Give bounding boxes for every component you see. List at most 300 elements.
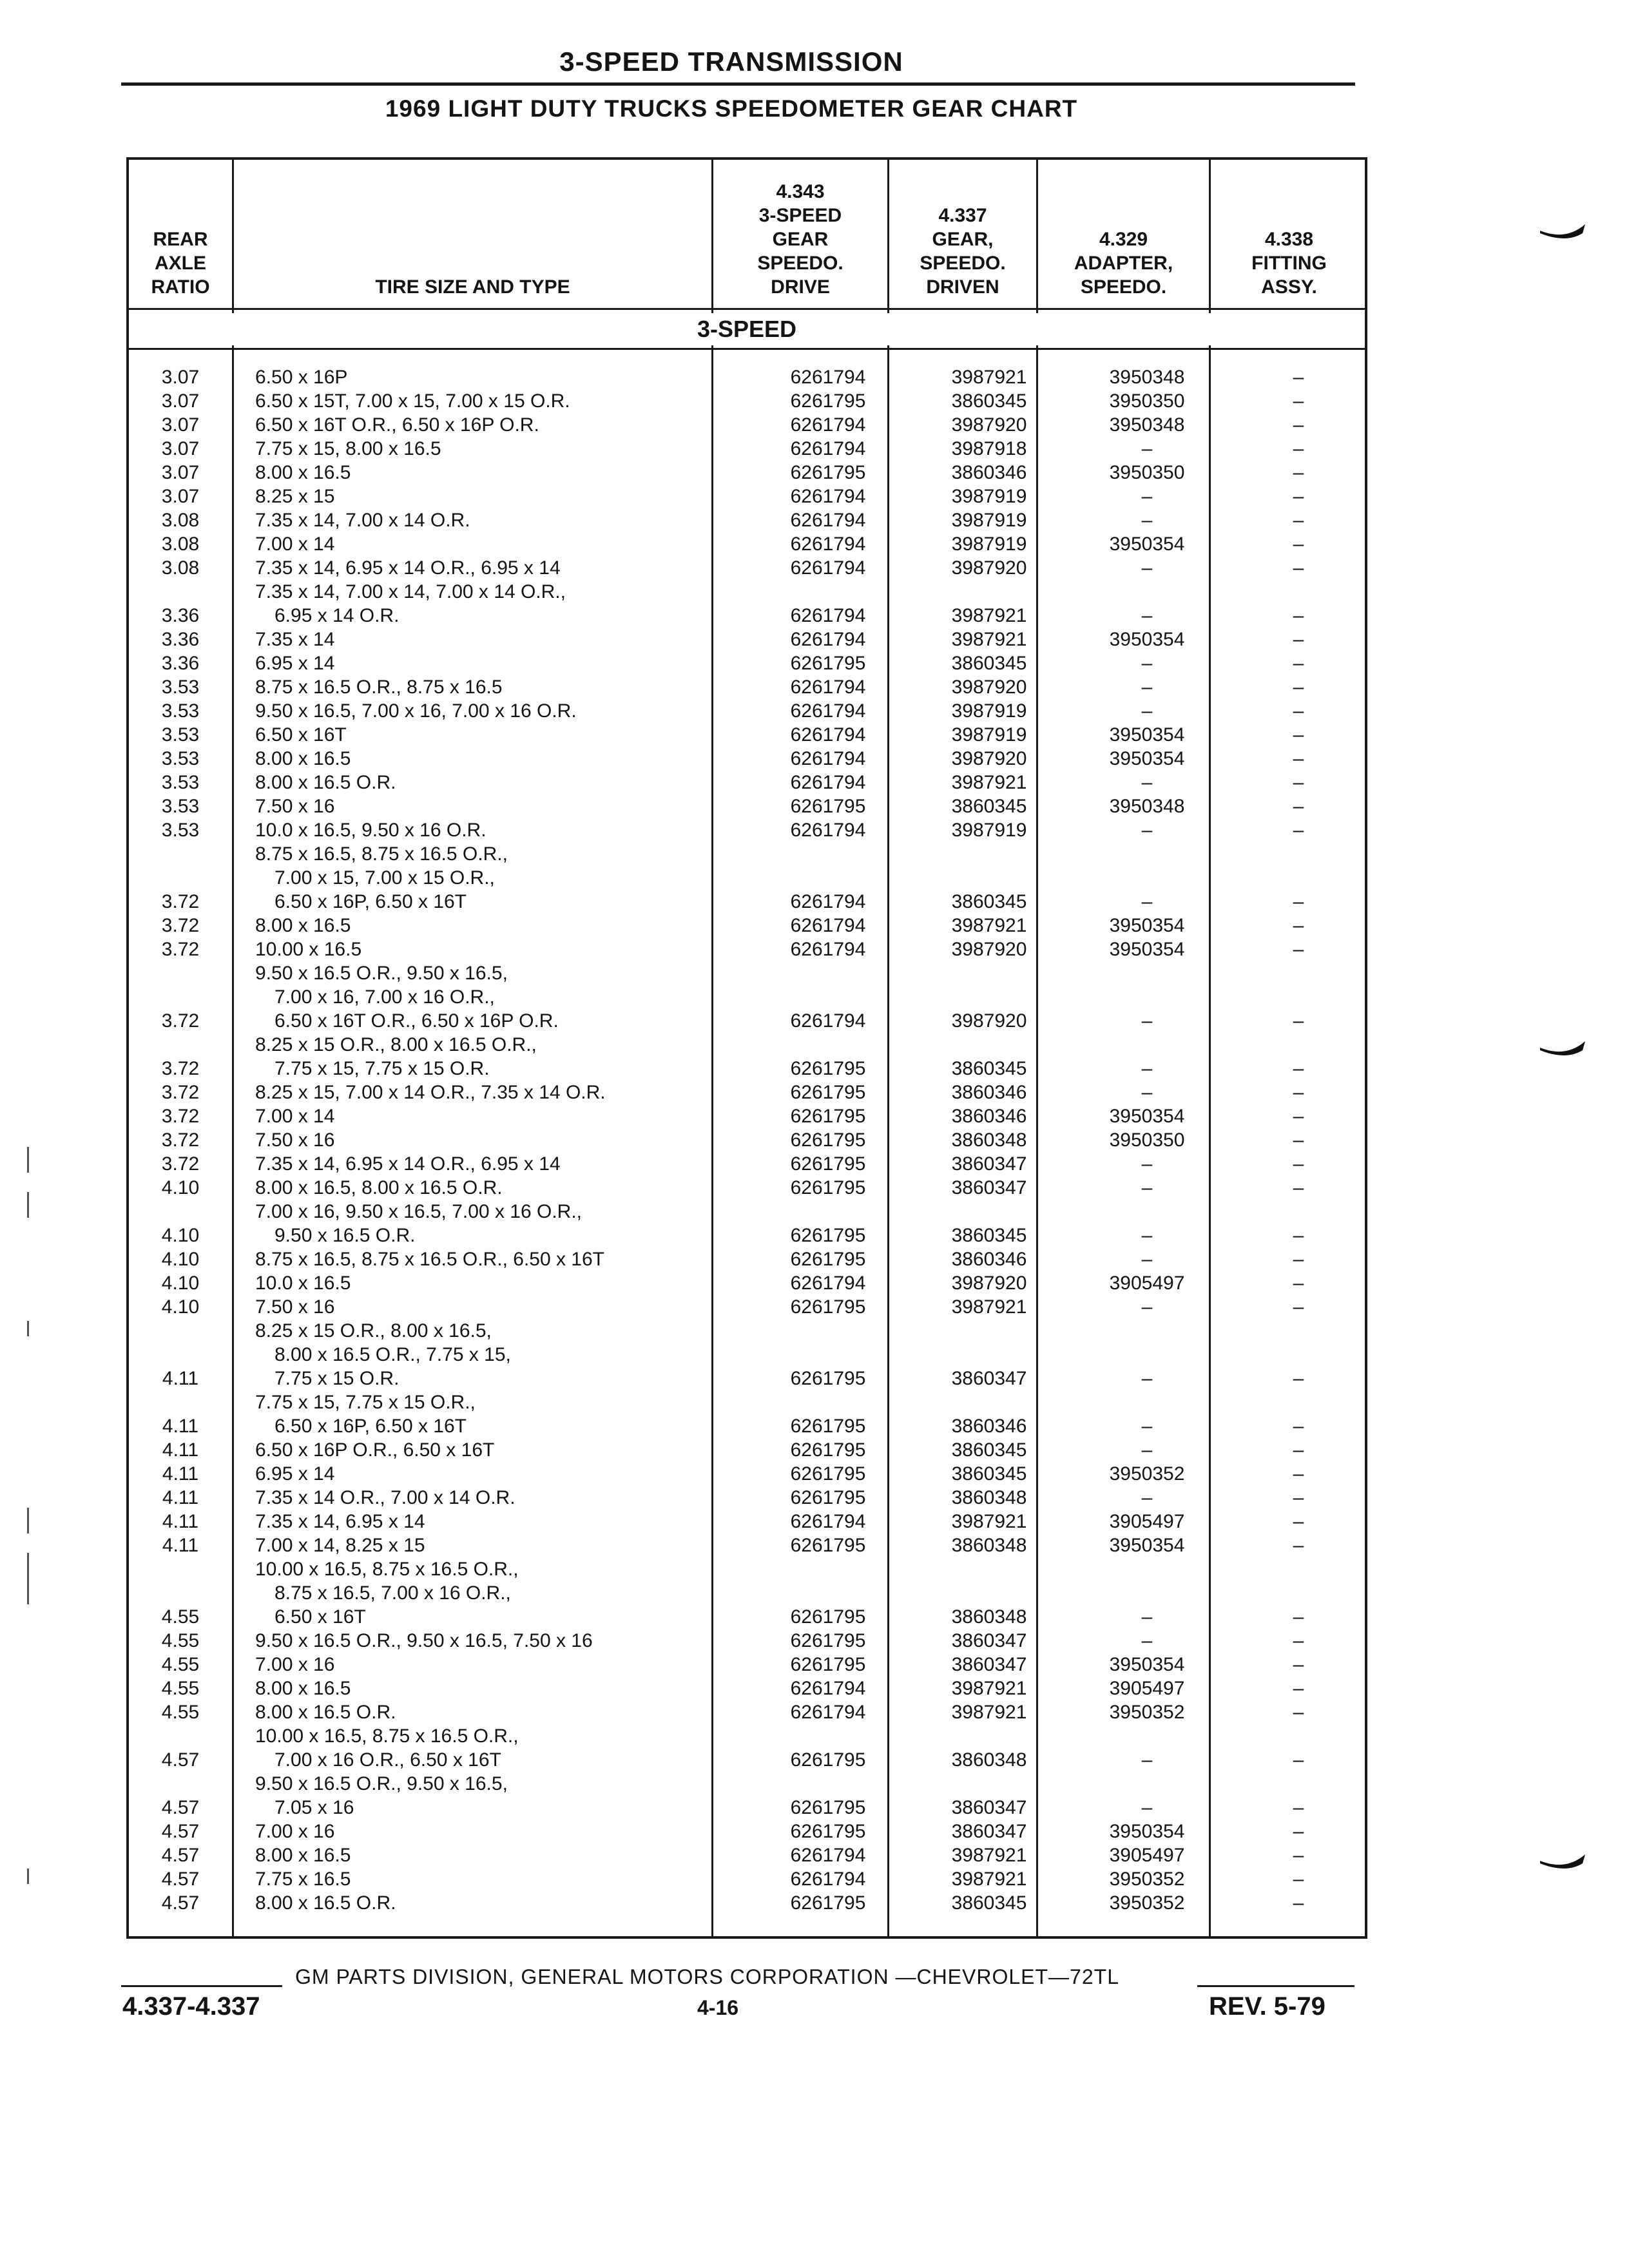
table-row	[129, 413, 1365, 437]
drive-gear-cell: 6261794	[790, 629, 866, 650]
driven-gear-cell: 3987921	[951, 605, 1027, 626]
adapter-cell: –	[1141, 510, 1153, 531]
adapter-cell: –	[1141, 1416, 1153, 1437]
drive-gear-cell: 6261794	[790, 533, 866, 555]
drive-gear-cell: 6261795	[790, 1892, 866, 1914]
tire-size-line: 6.95 x 14 O.R.	[275, 605, 400, 626]
tire-size-line: 9.50 x 16.5, 7.00 x 16, 7.00 x 16 O.R.	[255, 700, 577, 722]
axle-ratio-cell: 3.53	[161, 724, 200, 745]
axle-ratio-cell: 4.57	[161, 1749, 200, 1771]
footer-section-code: 4.337-4.337	[122, 1992, 260, 2021]
fitting-cell: –	[1293, 915, 1304, 936]
table-row	[129, 365, 1365, 389]
axle-ratio-cell: 4.10	[161, 1273, 200, 1294]
drive-gear-cell: 6261794	[790, 1678, 866, 1699]
adapter-cell: –	[1141, 820, 1153, 841]
driven-gear-cell: 3860346	[951, 1106, 1027, 1127]
table-row	[129, 1462, 1365, 1486]
drive-gear-cell: 6261795	[790, 1463, 866, 1485]
table-row	[129, 1247, 1365, 1271]
tire-size-line: 8.25 x 15 O.R., 8.00 x 16.5,	[255, 1320, 492, 1341]
table-row	[129, 1629, 1365, 1653]
tire-size-line: 8.75 x 16.5, 8.75 x 16.5 O.R.,	[255, 843, 508, 865]
table-row	[129, 1176, 1365, 1200]
tire-size-line: 10.0 x 16.5	[255, 1273, 351, 1294]
tire-size-line: 7.35 x 14	[255, 629, 335, 650]
table-row	[129, 1843, 1365, 1867]
tire-size-line: 8.00 x 16.5	[255, 1678, 351, 1699]
tire-size-line: 8.75 x 16.5, 8.75 x 16.5 O.R., 6.50 x 16T	[255, 1249, 604, 1270]
axle-ratio-cell: 4.11	[162, 1463, 199, 1485]
tire-size-line: 7.00 x 16	[255, 1821, 335, 1842]
fitting-cell: –	[1293, 1678, 1304, 1699]
adapter-cell: –	[1141, 1749, 1153, 1771]
fitting-cell: –	[1293, 533, 1304, 555]
fitting-cell: –	[1293, 1845, 1304, 1866]
drive-gear-cell: 6261794	[790, 748, 866, 769]
drive-gear-cell: 6261795	[790, 1416, 866, 1437]
drive-gear-cell: 6261794	[790, 486, 866, 507]
fitting-cell: –	[1293, 939, 1304, 960]
drive-gear-cell: 6261795	[790, 1535, 866, 1556]
fitting-cell: –	[1293, 1892, 1304, 1914]
fitting-cell: –	[1293, 390, 1304, 412]
adapter-cell: 3950354	[1109, 533, 1185, 555]
driven-gear-cell: 3987920	[951, 677, 1027, 698]
tire-size-line: 7.35 x 14, 7.00 x 14 O.R.	[255, 510, 470, 531]
tire-size-line: 6.50 x 16P	[255, 367, 348, 388]
driven-gear-cell: 3987921	[951, 1678, 1027, 1699]
table-row	[129, 580, 1365, 628]
table-row	[129, 1390, 1365, 1438]
tire-size-line: 8.75 x 16.5 O.R., 8.75 x 16.5	[255, 677, 503, 698]
adapter-cell: 3950354	[1109, 1654, 1185, 1675]
adapter-cell: –	[1141, 891, 1153, 912]
axle-ratio-cell: 4.55	[161, 1678, 200, 1699]
table-row	[129, 651, 1365, 675]
drive-gear-cell: 6261795	[790, 462, 866, 483]
driven-gear-cell: 3987921	[951, 1702, 1027, 1723]
table-row	[129, 937, 1365, 961]
adapter-cell: 3950348	[1109, 796, 1185, 817]
fitting-cell: –	[1293, 748, 1304, 769]
table-row	[129, 1653, 1365, 1677]
driven-gear-cell: 3860347	[951, 1821, 1027, 1842]
table-row	[129, 914, 1365, 937]
axle-ratio-cell: 3.07	[161, 414, 200, 436]
tire-size-line: 8.25 x 15, 7.00 x 14 O.R., 7.35 x 14 O.R.	[255, 1082, 606, 1103]
axle-ratio-cell: 3.72	[161, 1082, 200, 1103]
fitting-cell: –	[1293, 1129, 1304, 1151]
tire-size-line: 8.00 x 16.5 O.R.	[255, 772, 396, 793]
driven-gear-cell: 3987918	[951, 438, 1027, 459]
fitting-cell: –	[1293, 1177, 1304, 1198]
tire-size-line: 6.50 x 16P, 6.50 x 16T	[275, 1416, 467, 1437]
drive-gear-cell: 6261795	[790, 1606, 866, 1628]
drive-gear-cell: 6261795	[790, 1368, 866, 1389]
tire-size-line: 8.00 x 16.5	[255, 1845, 351, 1866]
tire-size-line: 6.50 x 16T	[275, 1606, 366, 1628]
header-rule	[129, 308, 1365, 310]
table-row	[129, 1867, 1365, 1891]
driven-gear-cell: 3987921	[951, 629, 1027, 650]
table-row	[129, 389, 1365, 413]
drive-gear-cell: 6261794	[790, 367, 866, 388]
axle-ratio-cell: 3.53	[161, 700, 200, 722]
tire-size-line: 7.75 x 15, 7.75 x 15 O.R.	[275, 1058, 490, 1079]
footer-rule	[1197, 1985, 1354, 1987]
adapter-cell: 3905497	[1109, 1273, 1185, 1294]
tire-size-line: 6.50 x 16T	[255, 724, 347, 745]
drive-gear-cell: 6261794	[790, 1273, 866, 1294]
adapter-cell: –	[1141, 557, 1153, 579]
axle-ratio-cell: 3.72	[161, 1129, 200, 1151]
driven-gear-cell: 3860347	[951, 1654, 1027, 1675]
adapter-cell: –	[1141, 1439, 1153, 1461]
table-row	[129, 699, 1365, 723]
scan-mark	[27, 1321, 29, 1336]
tire-size-line: 7.75 x 16.5	[255, 1869, 351, 1890]
axle-ratio-cell: 4.57	[161, 1845, 200, 1866]
tire-size-line: 10.00 x 16.5, 8.75 x 16.5 O.R.,	[255, 1559, 519, 1580]
driven-gear-cell: 3860346	[951, 462, 1027, 483]
tire-size-line: 8.00 x 16.5, 8.00 x 16.5 O.R.	[255, 1177, 503, 1198]
table-row	[129, 1200, 1365, 1247]
tire-size-line: 8.00 x 16.5 O.R., 7.75 x 15,	[275, 1344, 511, 1365]
drive-gear-cell: 6261795	[790, 1439, 866, 1461]
adapter-cell: 3950350	[1109, 390, 1185, 412]
axle-ratio-cell: 4.11	[162, 1511, 199, 1532]
axle-ratio-cell: 3.36	[161, 653, 200, 674]
fitting-cell: –	[1293, 1296, 1304, 1318]
fitting-cell: –	[1293, 1487, 1304, 1508]
table-row	[129, 1104, 1365, 1128]
driven-gear-cell: 3860347	[951, 1177, 1027, 1198]
fitting-cell: –	[1293, 1225, 1304, 1246]
tire-size-line: 9.50 x 16.5 O.R., 9.50 x 16.5,	[255, 963, 508, 984]
drive-gear-cell: 6261795	[790, 1654, 866, 1675]
driven-gear-cell: 3860348	[951, 1487, 1027, 1508]
adapter-cell: –	[1141, 438, 1153, 459]
table-row	[129, 794, 1365, 818]
driven-gear-cell: 3987920	[951, 1010, 1027, 1032]
table-row	[129, 1486, 1365, 1510]
fitting-cell: –	[1293, 653, 1304, 674]
axle-ratio-cell: 3.53	[161, 748, 200, 769]
drive-gear-cell: 6261794	[790, 1511, 866, 1532]
adapter-cell: 3950348	[1109, 367, 1185, 388]
driven-gear-cell: 3987920	[951, 748, 1027, 769]
tire-size-line: 7.75 x 15, 7.75 x 15 O.R.,	[255, 1392, 476, 1413]
driven-gear-cell: 3987921	[951, 367, 1027, 388]
table-body	[129, 365, 1365, 1915]
fitting-cell: –	[1293, 1797, 1304, 1818]
driven-gear-cell: 3860345	[951, 1892, 1027, 1914]
speedometer-gear-chart	[126, 157, 1367, 1939]
table-row	[129, 961, 1365, 1033]
tire-size-line: 9.50 x 16.5 O.R., 9.50 x 16.5, 7.50 x 16	[255, 1630, 593, 1651]
drive-gear-cell: 6261794	[790, 557, 866, 579]
tire-size-line: 7.35 x 14, 6.95 x 14 O.R., 6.95 x 14	[255, 1153, 561, 1175]
drive-gear-cell: 6261795	[790, 1821, 866, 1842]
adapter-cell: –	[1141, 1177, 1153, 1198]
axle-ratio-cell: 3.72	[161, 1106, 200, 1127]
fitting-cell: –	[1293, 629, 1304, 650]
drive-gear-cell: 6261795	[790, 390, 866, 412]
tire-size-line: 6.95 x 14	[255, 653, 335, 674]
driven-gear-cell: 3860345	[951, 390, 1027, 412]
adapter-cell: –	[1141, 1010, 1153, 1032]
tire-size-line: 6.50 x 16P O.R., 6.50 x 16T	[255, 1439, 495, 1461]
axle-ratio-cell: 4.11	[162, 1487, 199, 1508]
table-row	[129, 1891, 1365, 1915]
fitting-cell: –	[1293, 1368, 1304, 1389]
axle-ratio-cell: 3.72	[161, 915, 200, 936]
driven-gear-cell: 3860345	[951, 653, 1027, 674]
axle-ratio-cell: 3.36	[161, 629, 200, 650]
drive-gear-cell: 6261794	[790, 510, 866, 531]
axle-ratio-cell: 3.53	[161, 796, 200, 817]
section-label: 3-SPEED	[129, 313, 1365, 345]
drive-gear-cell: 6261795	[790, 1129, 866, 1151]
table-row	[129, 1295, 1365, 1319]
tire-size-line: 8.00 x 16.5 O.R.	[255, 1892, 396, 1914]
axle-ratio-cell: 3.08	[161, 510, 200, 531]
scan-mark	[27, 1192, 29, 1218]
tire-size-line: 8.00 x 16.5	[255, 462, 351, 483]
axle-ratio-cell: 3.07	[161, 367, 200, 388]
tire-size-line: 8.25 x 15 O.R., 8.00 x 16.5 O.R.,	[255, 1034, 537, 1055]
title-rule	[121, 82, 1355, 86]
adapter-cell: 3950354	[1109, 915, 1185, 936]
tire-size-line: 8.75 x 16.5, 7.00 x 16 O.R.,	[275, 1582, 511, 1604]
table-row	[129, 1128, 1365, 1152]
fitting-cell: –	[1293, 1249, 1304, 1270]
tire-size-line: 8.00 x 16.5	[255, 915, 351, 936]
adapter-cell: 3950354	[1109, 629, 1185, 650]
fitting-cell: –	[1293, 1416, 1304, 1437]
footer-publisher: GM PARTS DIVISION, GENERAL MOTORS CORPORATION —CHEVROLET—72TL	[295, 1965, 1119, 1988]
driven-gear-cell: 3860347	[951, 1153, 1027, 1175]
tire-size-line: 6.50 x 16T O.R., 6.50 x 16P O.R.	[275, 1010, 559, 1032]
fitting-cell: –	[1293, 1869, 1304, 1890]
drive-gear-cell: 6261795	[790, 796, 866, 817]
axle-ratio-cell: 3.72	[161, 1010, 200, 1032]
drive-gear-cell: 6261795	[790, 1749, 866, 1771]
tire-size-line: 7.00 x 14	[255, 533, 335, 555]
axle-ratio-cell: 4.11	[162, 1416, 199, 1437]
axle-ratio-cell: 4.10	[161, 1177, 200, 1198]
drive-gear-cell: 6261795	[790, 1058, 866, 1079]
fitting-cell: –	[1293, 1654, 1304, 1675]
tire-size-line: 7.35 x 14, 6.95 x 14 O.R., 6.95 x 14	[255, 557, 561, 579]
footer-page-number: 4-16	[697, 1996, 739, 2019]
axle-ratio-cell: 4.55	[161, 1702, 200, 1723]
driven-gear-cell: 3860347	[951, 1797, 1027, 1818]
table-row	[129, 747, 1365, 771]
drive-gear-cell: 6261795	[790, 1082, 866, 1103]
axle-ratio-cell: 4.10	[161, 1296, 200, 1318]
drive-gear-cell: 6261795	[790, 1630, 866, 1651]
adapter-cell: –	[1141, 1249, 1153, 1270]
tire-size-line: 7.35 x 14, 6.95 x 14	[255, 1511, 425, 1532]
drive-gear-cell: 6261794	[790, 605, 866, 626]
fitting-cell: –	[1293, 1630, 1304, 1651]
table-row	[129, 437, 1365, 461]
table-row	[129, 1533, 1365, 1557]
fitting-cell: –	[1293, 1058, 1304, 1079]
tire-size-line: 7.00 x 16	[255, 1654, 335, 1675]
scan-mark	[27, 1508, 29, 1533]
drive-gear-cell: 6261794	[790, 1702, 866, 1723]
table-row	[129, 532, 1365, 556]
driven-gear-cell: 3987919	[951, 486, 1027, 507]
driven-gear-cell: 3860345	[951, 1058, 1027, 1079]
table-row	[129, 1700, 1365, 1724]
table-row	[129, 1319, 1365, 1390]
tire-size-line: 7.35 x 14 O.R., 7.00 x 14 O.R.	[255, 1487, 516, 1508]
scan-mark	[27, 1869, 29, 1884]
chart-subtitle: 1969 LIGHT DUTY TRUCKS SPEEDOMETER GEAR CHART	[385, 95, 1078, 122]
adapter-cell: –	[1141, 486, 1153, 507]
fitting-cell: –	[1293, 414, 1304, 436]
table-row	[129, 1033, 1365, 1081]
tire-size-line: 7.00 x 16, 7.00 x 16 O.R.,	[275, 986, 495, 1008]
fitting-cell: –	[1293, 605, 1304, 626]
drive-gear-cell: 6261794	[790, 891, 866, 912]
table-row	[129, 461, 1365, 485]
drive-gear-cell: 6261795	[790, 1153, 866, 1175]
driven-gear-cell: 3987921	[951, 772, 1027, 793]
driven-gear-cell: 3987920	[951, 557, 1027, 579]
axle-ratio-cell: 4.11	[162, 1439, 199, 1461]
binder-clip-mark	[1540, 1854, 1585, 1874]
tire-size-line: 7.50 x 16	[255, 796, 335, 817]
adapter-cell: 3950352	[1109, 1702, 1185, 1723]
driven-gear-cell: 3860348	[951, 1749, 1027, 1771]
drive-gear-cell: 6261794	[790, 820, 866, 841]
tire-size-line: 7.05 x 16	[275, 1797, 354, 1818]
drive-gear-cell: 6261795	[790, 1106, 866, 1127]
adapter-cell: 3950354	[1109, 1106, 1185, 1127]
axle-ratio-cell: 4.55	[161, 1654, 200, 1675]
axle-ratio-cell: 4.11	[162, 1368, 199, 1389]
fitting-cell: –	[1293, 438, 1304, 459]
driven-gear-cell: 3860346	[951, 1082, 1027, 1103]
fitting-cell: –	[1293, 1463, 1304, 1485]
tire-size-line: 7.75 x 15 O.R.	[275, 1368, 400, 1389]
driven-gear-cell: 3987921	[951, 1869, 1027, 1890]
driven-gear-cell: 3987921	[951, 1296, 1027, 1318]
drive-gear-cell: 6261795	[790, 1177, 866, 1198]
driven-gear-cell: 3860347	[951, 1630, 1027, 1651]
table-row	[129, 1271, 1365, 1295]
axle-ratio-cell: 3.07	[161, 462, 200, 483]
axle-ratio-cell: 3.08	[161, 557, 200, 579]
adapter-cell: 3950352	[1109, 1892, 1185, 1914]
adapter-cell: –	[1141, 1296, 1153, 1318]
axle-ratio-cell: 3.07	[161, 390, 200, 412]
adapter-cell: 3950354	[1109, 748, 1185, 769]
drive-gear-cell: 6261795	[790, 1249, 866, 1270]
adapter-cell: –	[1141, 653, 1153, 674]
drive-gear-cell: 6261794	[790, 414, 866, 436]
axle-ratio-cell: 3.07	[161, 486, 200, 507]
axle-ratio-cell: 3.72	[161, 891, 200, 912]
binder-clip-mark	[1540, 1041, 1585, 1061]
fitting-cell: –	[1293, 1106, 1304, 1127]
adapter-cell: 3950352	[1109, 1463, 1185, 1485]
adapter-cell: –	[1141, 605, 1153, 626]
drive-gear-cell: 6261795	[790, 1797, 866, 1818]
driven-gear-cell: 3860345	[951, 1225, 1027, 1246]
driven-gear-cell: 3987920	[951, 939, 1027, 960]
adapter-cell: 3950352	[1109, 1869, 1185, 1890]
axle-ratio-cell: 4.55	[161, 1630, 200, 1651]
adapter-cell: 3950350	[1109, 1129, 1185, 1151]
axle-ratio-cell: 4.10	[161, 1225, 200, 1246]
axle-ratio-cell: 3.07	[161, 438, 200, 459]
tire-size-line: 6.50 x 15T, 7.00 x 15, 7.00 x 15 O.R.	[255, 390, 570, 412]
driven-gear-cell: 3987919	[951, 724, 1027, 745]
drive-gear-cell: 6261795	[790, 1225, 866, 1246]
adapter-cell: –	[1141, 677, 1153, 698]
drive-gear-cell: 6261794	[790, 915, 866, 936]
driven-gear-cell: 3860348	[951, 1129, 1027, 1151]
driven-gear-cell: 3987921	[951, 1845, 1027, 1866]
footer-rule	[121, 1985, 282, 1987]
fitting-cell: –	[1293, 1606, 1304, 1628]
driven-gear-cell: 3987921	[951, 915, 1027, 936]
driven-gear-cell: 3987919	[951, 510, 1027, 531]
axle-ratio-cell: 4.57	[161, 1892, 200, 1914]
table-row	[129, 1724, 1365, 1772]
adapter-cell: 3950354	[1109, 724, 1185, 745]
adapter-cell: –	[1141, 1606, 1153, 1628]
drive-gear-cell: 6261794	[790, 700, 866, 722]
axle-ratio-cell: 4.11	[162, 1535, 199, 1556]
section-rule	[129, 348, 1365, 350]
adapter-cell: 3905497	[1109, 1845, 1185, 1866]
axle-ratio-cell: 4.55	[161, 1606, 200, 1628]
tire-size-line: 10.0 x 16.5, 9.50 x 16 O.R.	[255, 820, 487, 841]
fitting-cell: –	[1293, 1273, 1304, 1294]
adapter-cell: –	[1141, 1225, 1153, 1246]
drive-gear-cell: 6261795	[790, 1296, 866, 1318]
fitting-cell: –	[1293, 724, 1304, 745]
table-row	[129, 1677, 1365, 1700]
tire-size-line: 8.25 x 15	[255, 486, 335, 507]
adapter-cell: –	[1141, 1487, 1153, 1508]
drive-gear-cell: 6261794	[790, 724, 866, 745]
axle-ratio-cell: 3.72	[161, 1058, 200, 1079]
table-row	[129, 485, 1365, 508]
driven-gear-cell: 3987919	[951, 533, 1027, 555]
adapter-cell: 3950350	[1109, 462, 1185, 483]
tire-size-line: 7.00 x 16, 9.50 x 16.5, 7.00 x 16 O.R.,	[255, 1201, 582, 1222]
table-row	[129, 1820, 1365, 1843]
binder-clip-mark	[1540, 224, 1585, 244]
tire-size-line: 8.00 x 16.5 O.R.	[255, 1702, 396, 1723]
fitting-cell: –	[1293, 1702, 1304, 1723]
table-row	[129, 1152, 1365, 1176]
page-title: 3-SPEED TRANSMISSION	[559, 46, 903, 77]
drive-gear-cell: 6261794	[790, 1845, 866, 1866]
header-tire-size-and-type: TIRE SIZE AND TYPE	[375, 276, 570, 298]
axle-ratio-cell: 4.57	[161, 1869, 200, 1890]
driven-gear-cell: 3860345	[951, 1463, 1027, 1485]
driven-gear-cell: 3987919	[951, 700, 1027, 722]
